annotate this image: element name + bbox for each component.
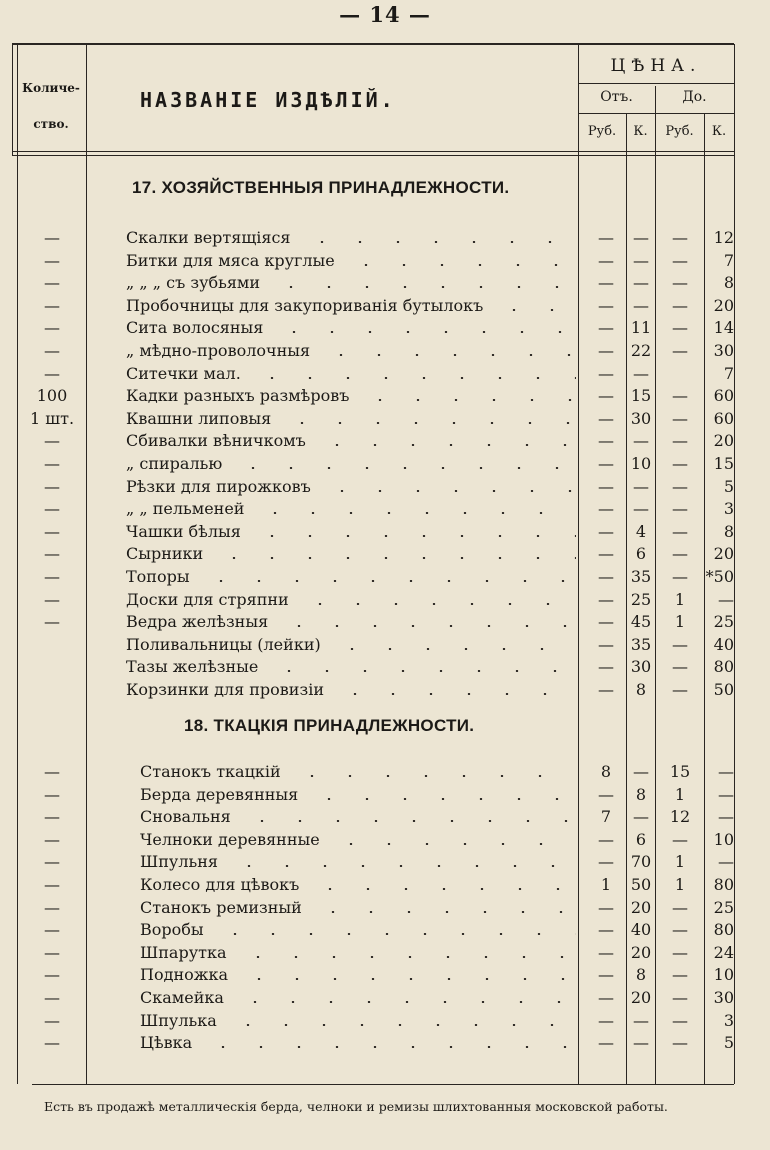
- price-to-rub: —: [672, 988, 688, 1007]
- leader-dots: [202, 580, 576, 582]
- item-name: Чашки бѣлыя: [126, 522, 241, 541]
- price-from-rub: —: [598, 1011, 614, 1030]
- price-to-rub: —: [672, 431, 688, 450]
- leader-dots: [347, 264, 576, 266]
- table-row: [0, 386, 770, 408]
- price-to-kop: 7: [723, 251, 734, 270]
- price-from-kop: —: [633, 296, 649, 315]
- quantity-cell: 100: [36, 386, 68, 405]
- item-name: Шпулька: [140, 1011, 217, 1030]
- price-from-rub: —: [598, 273, 614, 292]
- item-name: Шпульня: [140, 852, 218, 871]
- item-name: Шпарутка: [140, 943, 227, 962]
- price-to-kop: —: [718, 807, 734, 826]
- price-to-rub: —: [672, 454, 688, 473]
- price-from-kop: 40: [630, 920, 652, 939]
- price-from-kop: —: [633, 1033, 649, 1052]
- leader-dots: [336, 693, 576, 695]
- table-row: [0, 251, 770, 273]
- table-row: [0, 898, 770, 920]
- leader-dots: [314, 911, 576, 913]
- price-from-kop: —: [633, 1011, 649, 1030]
- price-from-rub: —: [598, 852, 614, 871]
- table-row: [0, 762, 770, 784]
- price-from-kop: 20: [630, 898, 652, 917]
- outer-left-border: [12, 44, 13, 156]
- price-from-kop: 15: [630, 386, 652, 405]
- table-row: [0, 477, 770, 499]
- quantity-cell: —: [44, 318, 60, 337]
- quantity-cell: —: [44, 943, 60, 962]
- price-from-kop: —: [633, 499, 649, 518]
- price-to-rub: —: [672, 477, 688, 496]
- quantity-header: [14, 70, 88, 142]
- price-to-rub: —: [672, 386, 688, 405]
- item-name: Корзинки для провизіи: [126, 680, 324, 699]
- price-from-rub: —: [598, 251, 614, 270]
- price-to-kop: 20: [713, 544, 734, 563]
- table-row: [0, 943, 770, 965]
- price-to-kop: 50: [713, 680, 734, 699]
- table-row: [0, 273, 770, 295]
- item-name: Скамейка: [140, 988, 224, 1007]
- price-from-rub: —: [598, 499, 614, 518]
- price-to-kop: 30: [713, 988, 734, 1007]
- quantity-cell: —: [44, 228, 60, 247]
- table-row: [0, 807, 770, 829]
- price-to-rub: 1: [674, 590, 686, 609]
- item-name: Станокъ ткацкій: [140, 762, 281, 781]
- price-to-rub: 15: [669, 762, 691, 781]
- table-row: [0, 965, 770, 987]
- price-from-kop: 10: [630, 454, 652, 473]
- price-from-rub: —: [598, 318, 614, 337]
- quantity-cell: —: [44, 454, 60, 473]
- section-title: 18. ТКАЦКІЯ ПРИНАДЛЕЖНОСТИ.: [184, 716, 475, 735]
- price-from-rub: —: [598, 830, 614, 849]
- table-row: [0, 409, 770, 431]
- item-name: „ мѣдно-проволочныя: [126, 341, 311, 360]
- quantity-cell: —: [44, 341, 60, 360]
- item-name: Битки для мяса круглые: [126, 251, 335, 270]
- price-from-rub: —: [598, 657, 614, 676]
- quantity-cell: —: [44, 875, 60, 894]
- kop-from-header: К.: [633, 124, 648, 139]
- price-from-rub: 7: [600, 807, 612, 826]
- leader-dots: [236, 1001, 576, 1003]
- table-row: [0, 852, 770, 874]
- price-to-kop: 60: [713, 409, 734, 428]
- quantity-cell: —: [44, 920, 60, 939]
- item-name: Квашни липовыя: [126, 409, 272, 428]
- price-to-rub: —: [672, 1011, 688, 1030]
- price-from-kop: —: [633, 228, 649, 247]
- price-from-rub: —: [598, 965, 614, 984]
- item-name: Топоры: [126, 567, 190, 586]
- price-from-kop: 70: [630, 852, 652, 871]
- price-from-rub: —: [598, 590, 614, 609]
- quantity-cell: —: [44, 251, 60, 270]
- price-from-rub: —: [598, 544, 614, 563]
- quantity-cell: —: [44, 988, 60, 1007]
- item-name: Сновальня: [140, 807, 231, 826]
- item-name: Скалки вертящіяся: [126, 228, 291, 247]
- item-name: Станокъ ремизный: [140, 898, 302, 917]
- price-from-kop: 20: [630, 988, 652, 1007]
- price-to-kop: —: [718, 852, 734, 871]
- quantity-cell: —: [44, 965, 60, 984]
- price-to-kop: 3: [723, 1011, 734, 1030]
- table-row: [0, 1011, 770, 1033]
- item-name: Цѣвка: [140, 1033, 193, 1052]
- item-name: Ведра желѣзныя: [126, 612, 269, 631]
- price-from-rub: —: [598, 943, 614, 962]
- price-from-rub: —: [598, 898, 614, 917]
- quantity-header-line1: Количе-: [22, 81, 80, 95]
- quantity-cell: —: [44, 296, 60, 315]
- quantity-cell: —: [44, 477, 60, 496]
- price-from-rub: —: [598, 680, 614, 699]
- leader-dots: [215, 557, 576, 559]
- leader-dots: [204, 1046, 576, 1048]
- quantity-header-line2: ство.: [33, 117, 69, 131]
- item-name: Берда деревянныя: [140, 785, 299, 804]
- price-from-kop: 25: [630, 590, 652, 609]
- price-from-kop: —: [633, 364, 649, 383]
- leader-dots: [301, 603, 576, 605]
- price-from-kop: —: [633, 807, 649, 826]
- quantity-cell: —: [44, 1033, 60, 1052]
- table-top-rule: [12, 43, 734, 45]
- price-from-rub: —: [598, 612, 614, 631]
- quantity-cell: —: [44, 852, 60, 871]
- price-to-rub: —: [672, 920, 688, 939]
- price-to-rub: —: [672, 965, 688, 984]
- price-to-rub: —: [672, 544, 688, 563]
- quantity-cell: —: [44, 431, 60, 450]
- leader-dots: [270, 670, 576, 672]
- price-to-kop: 25: [713, 898, 734, 917]
- price-to-rub: —: [672, 943, 688, 962]
- price-from-kop: 35: [630, 635, 652, 654]
- quantity-cell: —: [44, 898, 60, 917]
- table-row: [0, 318, 770, 340]
- leader-dots: [303, 241, 577, 243]
- table-row: [0, 296, 770, 318]
- price-from-rub: —: [598, 364, 614, 383]
- price-to-kop: 3: [723, 499, 734, 518]
- price-from-kop: —: [633, 251, 649, 270]
- leader-dots: [234, 467, 576, 469]
- item-name: Сбивалки вѣничкомъ: [126, 431, 306, 450]
- quantity-cell: —: [44, 364, 60, 383]
- from-header: Отъ.: [600, 89, 633, 105]
- price-from-kop: 50: [630, 875, 652, 894]
- price-to-kop: 20: [713, 431, 734, 450]
- price-to-kop: —: [718, 785, 734, 804]
- price-from-kop: 6: [635, 544, 647, 563]
- quantity-cell: —: [44, 499, 60, 518]
- price-to-kop: 10: [713, 830, 734, 849]
- table-row: [0, 612, 770, 634]
- quantity-cell: —: [44, 567, 60, 586]
- price-from-rub: —: [598, 228, 614, 247]
- table-row: [0, 1033, 770, 1055]
- price-to-rub: 1: [674, 852, 686, 871]
- price-from-rub: —: [598, 988, 614, 1007]
- price-to-kop: 7: [723, 364, 734, 383]
- leader-dots: [240, 978, 576, 980]
- table-row: [0, 567, 770, 589]
- quantity-cell: —: [44, 1011, 60, 1030]
- leader-dots: [361, 399, 576, 401]
- leader-dots: [239, 956, 576, 958]
- price-to-rub: —: [672, 296, 688, 315]
- price-from-rub: —: [598, 431, 614, 450]
- quantity-cell: —: [44, 785, 60, 804]
- price-from-kop: 8: [635, 680, 647, 699]
- price-from-kop: —: [633, 762, 649, 781]
- item-name: Подножка: [140, 965, 228, 984]
- price-to-rub: —: [672, 657, 688, 676]
- price-to-kop: 80: [713, 875, 734, 894]
- price-to-rub: 1: [674, 785, 686, 804]
- quantity-cell: —: [44, 590, 60, 609]
- footer-note: Есть въ продажѣ металлическія берда, челноки и ремизы шлихтованныя московской работы.: [44, 1099, 668, 1114]
- price-from-rub: —: [598, 454, 614, 473]
- leader-dots: [283, 422, 576, 424]
- leader-dots: [243, 820, 576, 822]
- quantity-cell: —: [44, 830, 60, 849]
- leader-dots: [272, 286, 576, 288]
- price-from-kop: 8: [635, 965, 647, 984]
- price-to-kop: 8: [723, 273, 734, 292]
- price-from-rub: 1: [600, 875, 612, 894]
- price-to-kop: 24: [713, 943, 734, 962]
- quantity-cell: 1 шт.: [29, 409, 75, 428]
- price-from-kop: 4: [635, 522, 647, 541]
- item-name: Ситечки мал.: [126, 364, 241, 383]
- leader-dots: [311, 888, 576, 890]
- kop-to-header: К.: [711, 124, 727, 139]
- leader-dots: [253, 377, 576, 379]
- price-to-rub: —: [672, 898, 688, 917]
- price-to-kop: 40: [713, 635, 734, 654]
- price-from-rub: —: [598, 1033, 614, 1052]
- price-to-rub: —: [672, 318, 688, 337]
- price-header: ЦѢНА.: [610, 56, 702, 76]
- leader-dots: [322, 354, 576, 356]
- price-to-kop: 80: [713, 657, 734, 676]
- price-to-rub: 1: [674, 875, 686, 894]
- table-row: [0, 920, 770, 942]
- page-number: — 14 —: [339, 2, 431, 27]
- price-to-rub: —: [672, 409, 688, 428]
- item-name: Сита волосяныя: [126, 318, 264, 337]
- table-row: [0, 785, 770, 807]
- price-from-kop: 30: [630, 657, 652, 676]
- price-to-rub: —: [672, 567, 688, 586]
- leader-dots: [293, 775, 576, 777]
- table-row: [0, 875, 770, 897]
- item-name: Поливальницы (лейки): [126, 635, 321, 654]
- quantity-cell: —: [44, 522, 60, 541]
- quantity-cell: —: [44, 544, 60, 563]
- item-name: Доски для стряпни: [126, 590, 289, 609]
- quantity-cell: —: [44, 807, 60, 826]
- price-from-kop: 20: [630, 943, 652, 962]
- price-rule: [578, 83, 734, 84]
- price-to-kop: 5: [723, 1033, 734, 1052]
- item-name: „ „ пельменей: [126, 499, 245, 518]
- item-name: Рѣзки для пирожковъ: [126, 477, 311, 496]
- table-row: [0, 544, 770, 566]
- table-row: [0, 988, 770, 1010]
- item-name: Сырники: [126, 544, 204, 563]
- price-to-kop: 25: [713, 612, 734, 631]
- leader-dots: [256, 512, 576, 514]
- price-to-kop: *50: [705, 567, 734, 586]
- price-to-rub: —: [672, 228, 688, 247]
- price-from-rub: —: [598, 386, 614, 405]
- price-to-kop: 14: [713, 318, 734, 337]
- price-from-kop: 11: [630, 318, 652, 337]
- price-to-kop: —: [718, 590, 734, 609]
- rub-to-header: Руб.: [665, 124, 694, 139]
- price-from-rub: —: [598, 522, 614, 541]
- leader-dots: [275, 331, 576, 333]
- leader-dots: [230, 865, 576, 867]
- price-to-kop: 12: [713, 228, 734, 247]
- leader-dots: [323, 490, 576, 492]
- price-subrule: [578, 113, 734, 114]
- to-header: До.: [682, 89, 707, 105]
- column-title: НАЗВАНІЕ ИЗДѢЛІЙ.: [140, 88, 396, 112]
- rub-from-header: Руб.: [587, 124, 617, 139]
- item-name: Пробочницы для закупориванія бутылокъ: [126, 296, 484, 315]
- price-from-rub: —: [598, 920, 614, 939]
- price-from-rub: —: [598, 409, 614, 428]
- item-name: Колесо для цѣвокъ: [140, 875, 300, 894]
- price-from-kop: —: [633, 431, 649, 450]
- item-name: „ „ „ съ зубьями: [126, 273, 261, 292]
- price-from-rub: —: [598, 341, 614, 360]
- price-to-kop: 30: [713, 341, 734, 360]
- table-row: [0, 228, 770, 250]
- table-row: [0, 364, 770, 386]
- leader-dots: [310, 798, 576, 800]
- price-to-kop: 10: [713, 965, 734, 984]
- quantity-cell: —: [44, 612, 60, 631]
- leader-dots: [253, 535, 576, 537]
- price-to-rub: —: [672, 251, 688, 270]
- price-to-rub: 12: [669, 807, 691, 826]
- leader-dots: [280, 625, 576, 627]
- quantity-cell: —: [44, 762, 60, 781]
- price-from-kop: 30: [630, 409, 652, 428]
- price-to-rub: —: [672, 830, 688, 849]
- price-from-rub: —: [598, 296, 614, 315]
- section-title: 17. ХОЗЯЙСТВЕННЫЯ ПРИНАДЛЕЖНОСТИ.: [132, 178, 510, 197]
- table-row: [0, 522, 770, 544]
- price-from-kop: —: [633, 477, 649, 496]
- table-row: [0, 341, 770, 363]
- price-from-rub: —: [598, 477, 614, 496]
- price-to-rub: —: [672, 680, 688, 699]
- price-to-rub: —: [672, 522, 688, 541]
- table-row: [0, 635, 770, 657]
- price-to-kop: 80: [713, 920, 734, 939]
- item-name: Челноки деревянные: [140, 830, 320, 849]
- price-from-kop: 22: [630, 341, 652, 360]
- price-from-rub: —: [598, 635, 614, 654]
- item-name: „ спиралью: [126, 454, 223, 473]
- price-to-kop: —: [718, 762, 734, 781]
- price-to-kop: 15: [713, 454, 734, 473]
- table-row: [0, 431, 770, 453]
- table-bottom-rule: [32, 1084, 734, 1085]
- price-from-kop: 8: [635, 785, 647, 804]
- price-to-rub: —: [672, 635, 688, 654]
- price-from-rub: 8: [600, 762, 612, 781]
- price-from-kop: 45: [630, 612, 652, 631]
- leader-dots: [229, 1024, 576, 1026]
- price-from-kop: —: [633, 273, 649, 292]
- table-row: [0, 830, 770, 852]
- price-to-kop: 60: [713, 386, 734, 405]
- table-row: [0, 680, 770, 702]
- price-from-rub: —: [598, 785, 614, 804]
- price-from-kop: 35: [630, 567, 652, 586]
- price-to-rub: 1: [674, 612, 686, 631]
- price-to-rub: —: [672, 273, 688, 292]
- price-to-rub: —: [672, 1033, 688, 1052]
- leader-dots: [216, 933, 576, 935]
- item-name: Кадки разныхъ размѣровъ: [126, 386, 350, 405]
- table-row: [0, 590, 770, 612]
- price-from-rub: —: [598, 567, 614, 586]
- item-name: Воробы: [140, 920, 204, 939]
- price-to-rub: —: [672, 341, 688, 360]
- leader-dots: [333, 648, 576, 650]
- table-row: [0, 454, 770, 476]
- leader-dots: [332, 843, 576, 845]
- table-row: [0, 657, 770, 679]
- price-to-rub: —: [672, 499, 688, 518]
- price-to-kop: 5: [723, 477, 734, 496]
- leader-dots: [495, 309, 576, 311]
- table-row: [0, 499, 770, 521]
- quantity-cell: —: [44, 273, 60, 292]
- price-from-kop: 6: [635, 830, 647, 849]
- price-to-kop: 8: [723, 522, 734, 541]
- leader-dots: [318, 444, 576, 446]
- price-to-kop: 20: [713, 296, 734, 315]
- item-name: Тазы желѣзные: [126, 657, 259, 676]
